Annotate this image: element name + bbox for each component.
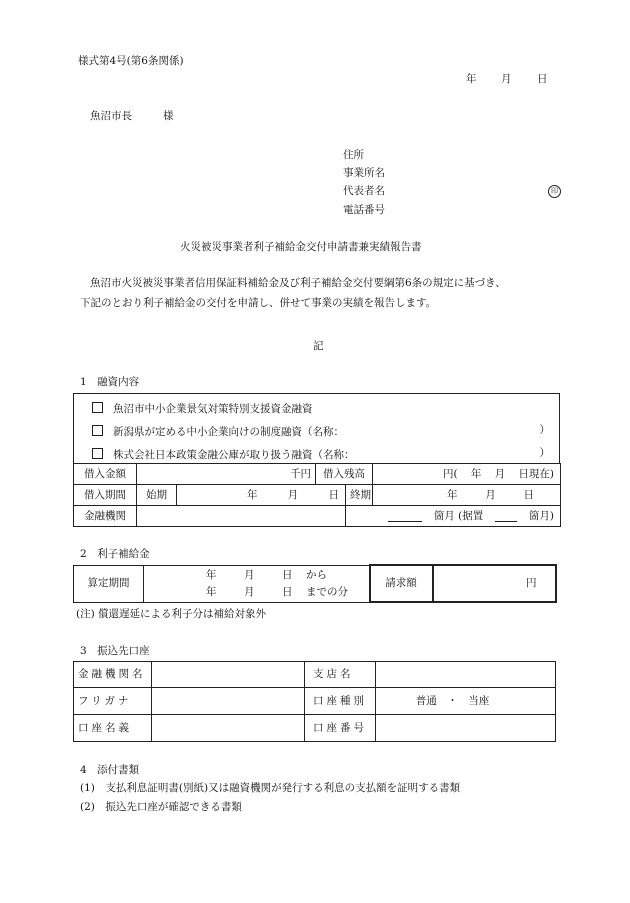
balance-year: 年	[470, 467, 482, 480]
bank-name-field[interactable]	[152, 662, 305, 688]
interest-subsidy-row	[74, 565, 556, 602]
from-year: 年	[206, 568, 217, 581]
seal-mark: 印	[548, 185, 561, 198]
claim-label: 請求額	[370, 565, 433, 602]
intro-line-1: 魚沼市火災被災事業者信用保証料補給金及び利子補給金交付要綱第6条の規定に基づき、	[90, 277, 506, 289]
account-number-label: 口座番号	[305, 715, 376, 742]
interest-note: (注) 償還遅延による利子分は補給対象外	[76, 608, 267, 620]
balance-field[interactable]	[373, 464, 561, 485]
bank-row	[74, 506, 561, 527]
checkbox[interactable]	[92, 425, 103, 436]
to-month: 月	[244, 585, 255, 598]
loan-period-row	[74, 485, 561, 506]
balance-as-of: 日現在)	[518, 467, 554, 480]
account-type-label: 口座種別	[305, 688, 376, 715]
loan-amount-label: 借入金額	[74, 464, 137, 485]
checkbox[interactable]	[92, 448, 103, 459]
balance-unit: 円(	[443, 467, 458, 480]
section3-heading: 3 振込先口座	[80, 645, 150, 657]
start-day: 日	[328, 488, 339, 501]
loan-details-table	[73, 463, 561, 527]
from-month: 月	[244, 568, 255, 581]
date-month-label: 月	[501, 73, 512, 85]
months-close: 箇月)	[528, 509, 554, 522]
date-year-label: 年	[466, 73, 477, 85]
holder-label: 口座名義	[74, 715, 152, 742]
ki-label: 記	[313, 340, 324, 352]
interest-subsidy-table	[73, 564, 557, 603]
period-to-line	[206, 584, 365, 601]
loan-option-1[interactable]	[92, 402, 313, 415]
honorific: 様	[163, 110, 174, 122]
checkbox[interactable]	[92, 402, 103, 413]
start-month: 月	[287, 488, 299, 501]
loan-amount-field[interactable]	[137, 464, 316, 485]
start-year: 年	[247, 488, 258, 501]
from-label: から	[306, 568, 327, 581]
date-day-label: 日	[537, 73, 548, 85]
end-date-field[interactable]	[373, 485, 561, 506]
bank-name-row	[74, 662, 556, 688]
addressee: 魚沼市長	[90, 110, 132, 122]
branch-field[interactable]	[376, 662, 556, 688]
representative-label: 代表者名	[343, 185, 385, 197]
start-date-field[interactable]	[177, 485, 346, 506]
furigana-field[interactable]	[152, 688, 305, 715]
loan-option-close-paren: ）	[539, 424, 550, 436]
to-label: までの分	[306, 585, 348, 598]
months-label: 箇月 (据置	[433, 509, 484, 522]
bank-label: 金融機関	[74, 506, 137, 527]
deferral-blank[interactable]	[495, 511, 517, 522]
to-day: 日	[282, 585, 293, 598]
loan-option-label: 株式会社日本政策金融公庫が取り扱う融資（名称：	[113, 449, 355, 461]
bank-account-table	[73, 661, 556, 742]
period-from-line	[206, 567, 365, 584]
section1-heading: 1 融資内容	[80, 376, 140, 388]
account-type-value[interactable]: 普通 ・ 当座	[376, 688, 556, 715]
bank-name-label: 金融機関名	[74, 662, 152, 688]
intro-line-2: 下記のとおり利子補給金の交付を申請し、併せて事業の実績を報告します。	[80, 297, 437, 309]
holder-field[interactable]	[152, 715, 305, 742]
calc-period-label: 算定期間	[74, 565, 144, 602]
branch-label: 支店名	[305, 662, 376, 688]
phone-label: 電話番号	[343, 204, 385, 216]
end-day: 日	[523, 488, 534, 501]
loan-type-box	[73, 393, 560, 464]
furigana-row	[74, 688, 556, 715]
attachment-item-2: (2) 振込先口座が確認できる書類	[80, 801, 242, 813]
balance-label: 借入残高	[316, 464, 373, 485]
section4-heading: 4 添付書類	[80, 764, 140, 776]
loan-option-close-paren: ）	[539, 447, 550, 459]
to-year: 年	[206, 585, 217, 598]
loan-option-2[interactable]	[92, 425, 550, 438]
months-blank[interactable]	[388, 511, 422, 522]
end-month: 月	[485, 488, 496, 501]
loan-option-3[interactable]	[92, 448, 550, 461]
section2-heading: 2 利子補給金	[80, 548, 150, 560]
address-label: 住所	[343, 149, 364, 161]
account-number-field[interactable]	[376, 715, 556, 742]
loan-option-label: 新潟県が定める中小企業向けの制度融資（名称：	[113, 426, 345, 438]
from-day: 日	[282, 568, 293, 581]
balance-month: 月	[494, 467, 506, 480]
loan-period-label: 借入期間	[74, 485, 137, 506]
document-title: 火災被災事業者利子補給金交付申請書兼実績報告書	[180, 241, 422, 253]
bank-field[interactable]	[137, 506, 346, 527]
end-label: 終期	[346, 485, 373, 506]
office-name-label: 事業所名	[343, 167, 385, 179]
furigana-label: フリガナ	[74, 688, 152, 715]
start-label: 始期	[137, 485, 177, 506]
claim-amount-field[interactable]	[433, 565, 556, 602]
end-year: 年	[447, 488, 458, 501]
calc-period-field[interactable]	[144, 565, 370, 602]
claim-yen-unit: 円	[526, 577, 537, 590]
holder-row	[74, 715, 556, 742]
attachment-item-1: (1) 支払利息証明書(別紙)又は融資機関が発行する利息の支払額を証明する書類	[80, 782, 461, 794]
form-number: 様式第4号(第6条関係)	[78, 55, 184, 67]
loan-amount-unit: 千円	[290, 467, 311, 480]
loan-option-label: 魚沼市中小企業景気対策特別支援資金融資	[113, 403, 313, 415]
loan-amount-row	[74, 464, 561, 485]
loan-term-field[interactable]	[346, 506, 561, 527]
